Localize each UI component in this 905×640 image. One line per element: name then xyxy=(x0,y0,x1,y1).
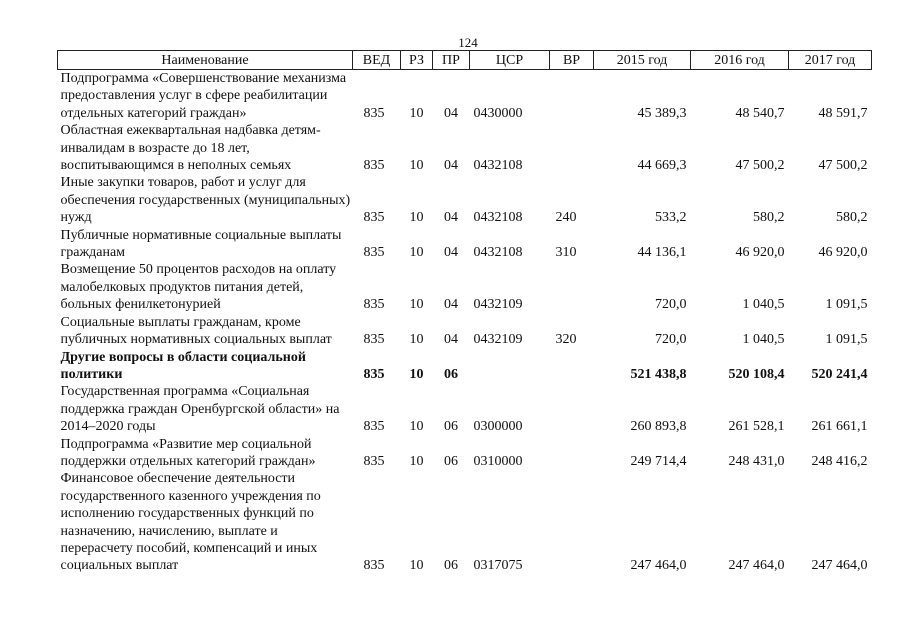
table-row xyxy=(58,383,872,435)
cell-name: Возмещение 50 процентов расходов на оплату малобелковых продуктов питания детей, больных фенилкетонурией xyxy=(60,262,337,313)
cell-pr: 06 xyxy=(444,558,458,574)
cell-2015: 249 714,4 xyxy=(630,453,687,469)
table-row xyxy=(58,470,872,574)
cell-pr: 06 xyxy=(444,453,458,469)
budget-table xyxy=(57,50,872,575)
cell-2015: 521 438,8 xyxy=(630,366,687,382)
table-header-row xyxy=(58,51,872,70)
cell-name: Иные закупки товаров, работ и услуг для обеспечения государственных (муниципальных) нужд xyxy=(60,175,351,226)
page-number: 124 xyxy=(458,35,478,50)
cell-pr: 04 xyxy=(444,332,458,348)
cell-2016: 46 920,0 xyxy=(735,245,785,261)
cell-ved: 835 xyxy=(363,558,385,574)
cell-2016: 48 540,7 xyxy=(735,105,785,121)
table-row xyxy=(58,70,872,123)
header-2017: 2017 год xyxy=(789,51,872,70)
cell-2017: 247 464,0 xyxy=(811,558,868,574)
cell-pr: 04 xyxy=(444,158,458,174)
cell-2017: 47 500,2 xyxy=(818,158,868,174)
cell-vr xyxy=(550,470,594,574)
cell-rz: 10 xyxy=(409,210,424,226)
cell-2016: 47 500,2 xyxy=(735,158,785,174)
cell-pr: 04 xyxy=(444,245,458,261)
cell-rz: 10 xyxy=(409,419,424,435)
cell-rz: 10 xyxy=(409,332,424,348)
table-row xyxy=(58,436,872,471)
cell-2015: 44 669,3 xyxy=(637,158,687,174)
cell-vr xyxy=(550,436,594,471)
cell-ved: 835 xyxy=(363,453,385,469)
header-rz: РЗ xyxy=(401,51,433,70)
table-row xyxy=(58,122,872,174)
cell-csr: 0432108 xyxy=(473,210,523,226)
cell-csr: 0430000 xyxy=(473,105,523,121)
cell-rz: 10 xyxy=(409,366,424,382)
cell-2015: 533,2 xyxy=(655,210,687,226)
cell-2015: 45 389,3 xyxy=(637,105,687,121)
cell-pr: 06 xyxy=(444,366,458,382)
header-ved: ВЕД xyxy=(353,51,401,70)
cell-name: Социальные выплаты гражданам, кроме публичных нормативных социальных выплат xyxy=(60,314,332,348)
cell-2017: 520 241,4 xyxy=(811,366,868,382)
cell-vr xyxy=(550,122,594,174)
cell-vr xyxy=(550,70,594,123)
header-name: Наименование xyxy=(58,51,353,70)
cell-vr xyxy=(550,261,594,313)
cell-rz: 10 xyxy=(409,158,424,174)
cell-vr xyxy=(550,349,594,384)
cell-2016: 520 108,4 xyxy=(728,366,785,382)
cell-rz: 10 xyxy=(409,297,424,313)
cell-pr: 04 xyxy=(444,105,458,121)
cell-2015: 720,0 xyxy=(655,297,687,313)
cell-rz: 10 xyxy=(409,558,424,574)
cell-2017: 248 416,2 xyxy=(811,453,868,469)
cell-csr xyxy=(470,349,550,384)
cell-2016: 261 528,1 xyxy=(728,419,785,435)
cell-csr: 0432108 xyxy=(473,158,523,174)
header-csr: ЦСР xyxy=(470,51,550,70)
cell-2016: 580,2 xyxy=(753,210,785,226)
table-row xyxy=(58,174,872,226)
cell-ved: 835 xyxy=(363,332,385,348)
cell-pr: 06 xyxy=(444,419,458,435)
cell-rz: 10 xyxy=(409,245,424,261)
cell-ved: 835 xyxy=(363,297,385,313)
cell-2015: 44 136,1 xyxy=(637,245,687,261)
cell-2015: 720,0 xyxy=(655,332,687,348)
cell-rz: 10 xyxy=(409,453,424,469)
cell-csr: 0317075 xyxy=(473,558,523,574)
cell-2015: 247 464,0 xyxy=(630,558,687,574)
header-2016: 2016 год xyxy=(691,51,789,70)
cell-2017: 1 091,5 xyxy=(825,297,868,313)
cell-2017: 1 091,5 xyxy=(825,332,868,348)
cell-rz: 10 xyxy=(409,105,424,121)
table-row xyxy=(58,314,872,349)
cell-name: Областная ежеквартальная надбавка детям-инвалидам в возрасте до 18 лет, воспитывающимся в неполных семьях xyxy=(60,123,321,174)
cell-ved: 835 xyxy=(363,158,385,174)
cell-ved: 835 xyxy=(363,105,385,121)
header-vr: ВР xyxy=(550,51,594,70)
cell-csr: 0432109 xyxy=(473,332,523,348)
cell-name: Подпрограмма «Развитие мер социальной поддержки отдельных категорий граждан» xyxy=(60,436,316,469)
cell-pr: 04 xyxy=(444,297,458,313)
cell-vr: 240 xyxy=(555,210,577,226)
cell-csr: 0432108 xyxy=(473,245,523,261)
cell-csr: 0432109 xyxy=(473,297,523,313)
header-2015: 2015 год xyxy=(594,51,691,70)
table-row xyxy=(58,349,872,384)
cell-name: Государственная программа «Социальная поддержка граждан Оренбургской области» на 2014–2020 годы xyxy=(60,384,340,435)
cell-ved: 835 xyxy=(363,210,385,226)
cell-name: Другие вопросы в области социальной политики xyxy=(60,349,306,382)
cell-vr: 310 xyxy=(555,245,577,261)
cell-csr: 0310000 xyxy=(473,453,523,469)
cell-name: Финансовое обеспечение деятельности государственного казенного учреждения по исполнению государственных функций по назначению, начислению, выплате и перерасчету пособий, компенсаций и иных социальных выплат xyxy=(60,471,321,574)
cell-vr: 320 xyxy=(555,332,577,348)
cell-2017: 261 661,1 xyxy=(811,419,868,435)
cell-2017: 46 920,0 xyxy=(818,245,868,261)
cell-2017: 48 591,7 xyxy=(818,105,868,121)
cell-2017: 580,2 xyxy=(836,210,868,226)
cell-pr: 04 xyxy=(444,210,458,226)
cell-vr xyxy=(550,383,594,435)
cell-2016: 247 464,0 xyxy=(728,558,785,574)
cell-ved: 835 xyxy=(363,366,385,382)
cell-2015: 260 893,8 xyxy=(630,419,687,435)
table-row xyxy=(58,227,872,262)
cell-ved: 835 xyxy=(363,419,385,435)
cell-ved: 835 xyxy=(363,245,385,261)
header-pr: ПР xyxy=(433,51,470,70)
cell-2016: 1 040,5 xyxy=(742,332,785,348)
cell-name: Публичные нормативные социальные выплаты гражданам xyxy=(60,227,342,261)
cell-csr: 0300000 xyxy=(473,419,523,435)
cell-2016: 248 431,0 xyxy=(728,453,785,469)
cell-2016: 1 040,5 xyxy=(742,297,785,313)
table-row xyxy=(58,261,872,313)
cell-name: Подпрограмма «Совершенствование механизма предоставления услуг в сфере реабилитации отдельных категорий граждан» xyxy=(60,71,347,121)
